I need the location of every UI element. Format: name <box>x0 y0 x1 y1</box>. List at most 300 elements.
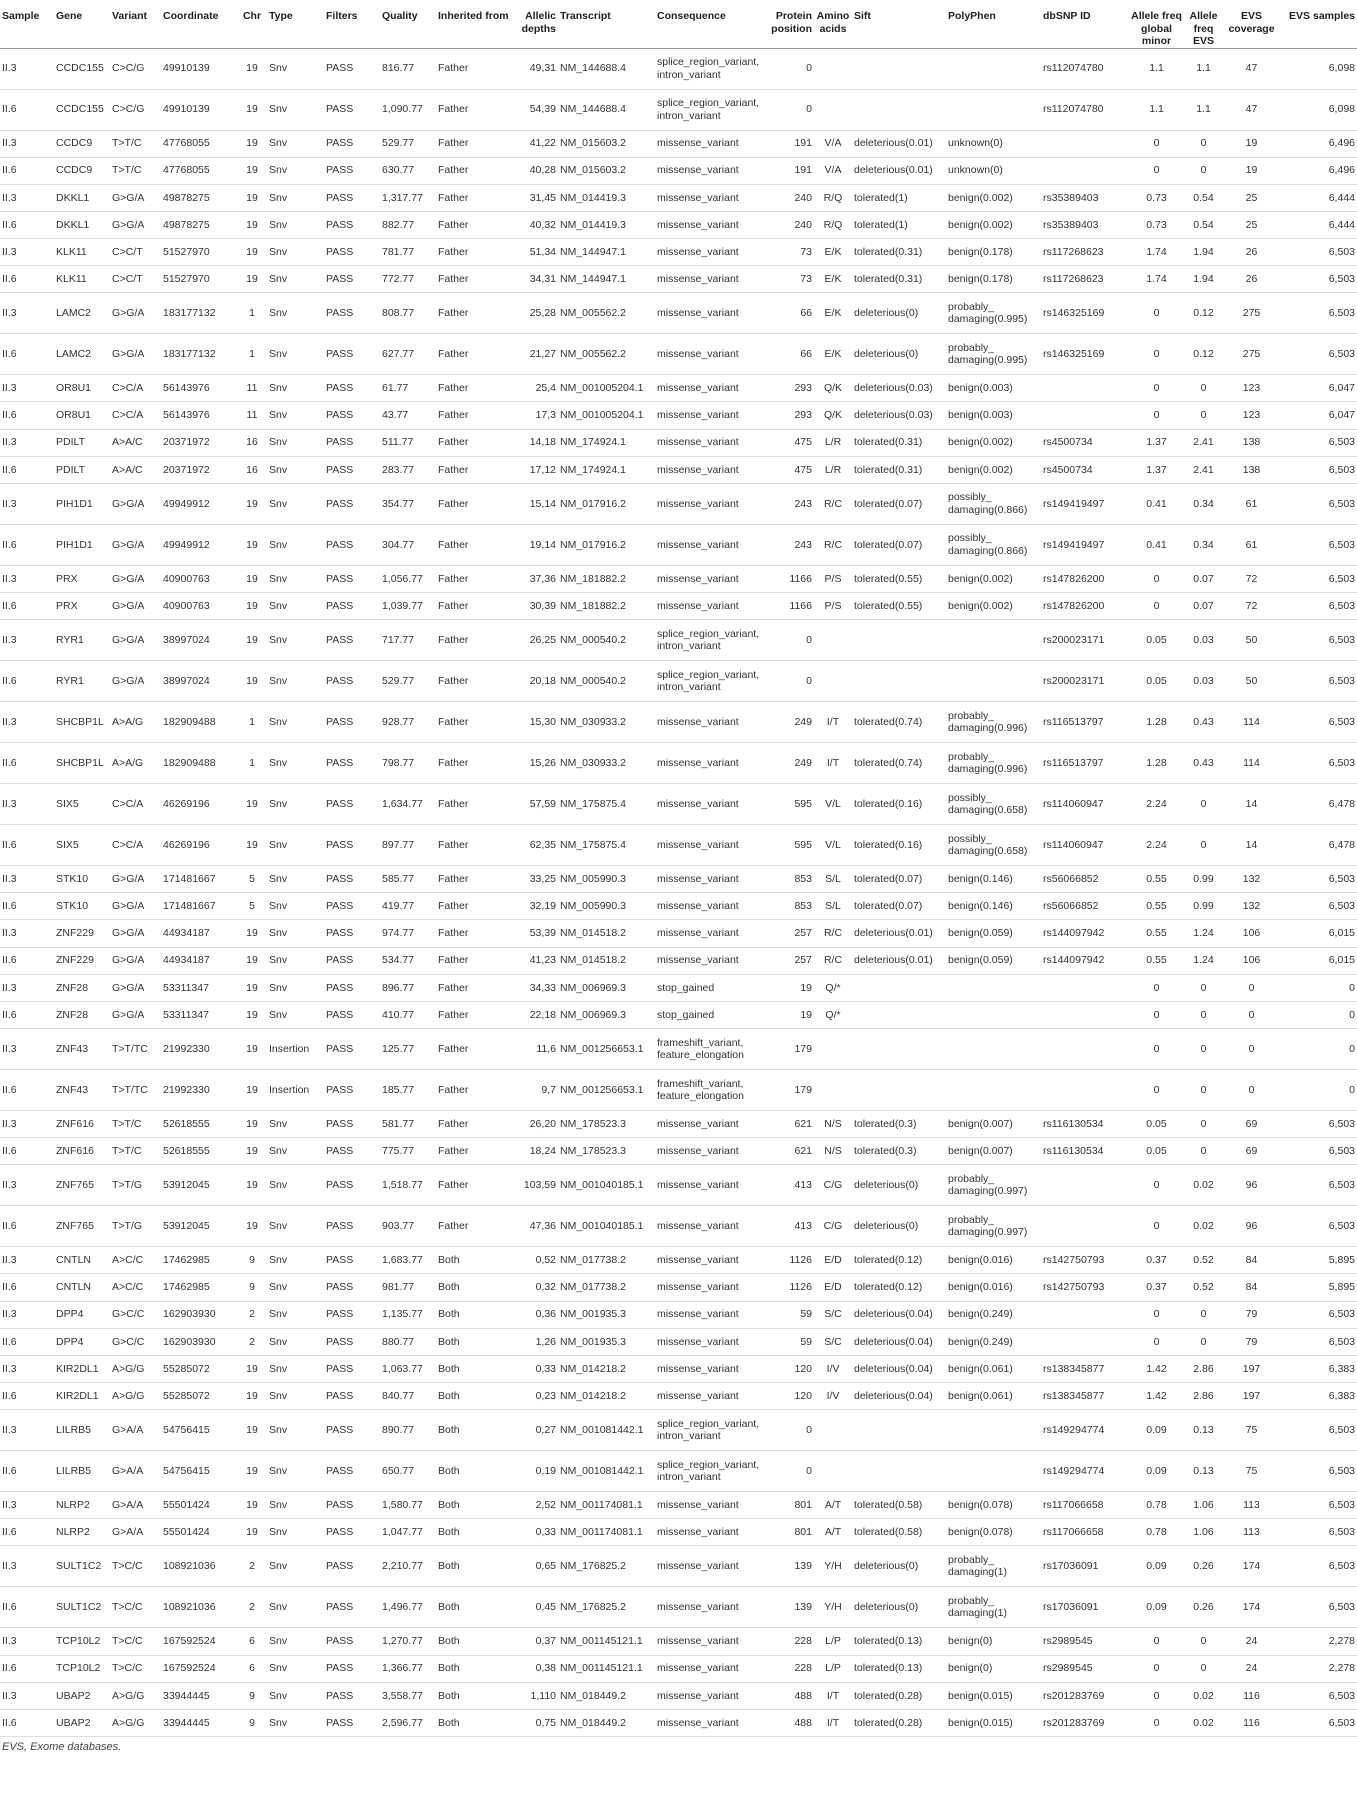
table-row <box>0 1709 1357 1736</box>
cell-sift: tolerated(0.55) <box>852 565 946 592</box>
cell-protein: 801 <box>767 1519 814 1546</box>
cell-variant: C>C/G <box>110 89 161 130</box>
column-header-evs_samples: EVS samples <box>1280 0 1357 48</box>
cell-sift: deleterious(0.01) <box>852 947 946 974</box>
cell-transcript: NM_015603.2 <box>558 157 655 184</box>
cell-polyphen: probably_ damaging(0.996) <box>946 743 1041 784</box>
table-row <box>0 784 1357 825</box>
cell-sift: tolerated(0.31) <box>852 429 946 456</box>
cell-protein: 179 <box>767 1029 814 1070</box>
column-header-polyphen: PolyPhen <box>946 0 1041 48</box>
cell-chr: 19 <box>237 593 267 620</box>
cell-allelic: 0,32 <box>512 1274 558 1301</box>
cell-type: Snv <box>267 402 324 429</box>
cell-dbsnp <box>1041 402 1129 429</box>
cell-gene: KLK11 <box>54 239 110 266</box>
cell-inherited: Both <box>436 1587 512 1628</box>
cell-coordinate: 49949912 <box>161 524 237 565</box>
cell-quality: 627.77 <box>380 334 436 375</box>
cell-protein: 0 <box>767 1410 814 1451</box>
cell-inherited: Both <box>436 1519 512 1546</box>
cell-filters: PASS <box>324 1682 380 1709</box>
cell-af_global: 0 <box>1129 974 1184 1001</box>
cell-chr: 19 <box>237 784 267 825</box>
cell-chr: 19 <box>237 825 267 866</box>
cell-consequence: missense_variant <box>655 1587 767 1628</box>
cell-filters: PASS <box>324 1519 380 1546</box>
cell-amino: R/C <box>814 483 852 524</box>
cell-af_evs: 0.07 <box>1184 593 1223 620</box>
cell-transcript: NM_001081442.1 <box>558 1451 655 1492</box>
cell-evs_cov: 132 <box>1223 893 1280 920</box>
cell-af_global: 0.78 <box>1129 1519 1184 1546</box>
cell-variant: C>C/A <box>110 825 161 866</box>
cell-inherited: Father <box>436 593 512 620</box>
cell-gene: PDILT <box>54 429 110 456</box>
cell-inherited: Father <box>436 947 512 974</box>
cell-amino: I/V <box>814 1355 852 1382</box>
cell-transcript: NM_017916.2 <box>558 524 655 565</box>
cell-type: Snv <box>267 893 324 920</box>
cell-quality: 125.77 <box>380 1029 436 1070</box>
cell-polyphen: benign(0) <box>946 1628 1041 1655</box>
cell-allelic: 21,27 <box>512 334 558 375</box>
table-row <box>0 89 1357 130</box>
cell-polyphen: benign(0.002) <box>946 593 1041 620</box>
cell-variant: A>A/C <box>110 456 161 483</box>
cell-evs_samples: 6,503 <box>1280 266 1357 293</box>
cell-dbsnp: rs17036091 <box>1041 1587 1129 1628</box>
cell-af_evs: 0 <box>1184 402 1223 429</box>
cell-coordinate: 167592524 <box>161 1628 237 1655</box>
cell-coordinate: 182909488 <box>161 743 237 784</box>
cell-evs_samples: 2,278 <box>1280 1655 1357 1682</box>
cell-sample: II.3 <box>0 429 54 456</box>
cell-dbsnp <box>1041 974 1129 1001</box>
cell-sift <box>852 661 946 702</box>
cell-polyphen: benign(0.007) <box>946 1138 1041 1165</box>
cell-af_global: 0.05 <box>1129 661 1184 702</box>
cell-sift <box>852 1410 946 1451</box>
cell-af_evs: 0 <box>1184 974 1223 1001</box>
cell-af_evs: 0.03 <box>1184 661 1223 702</box>
cell-sample: II.3 <box>0 1682 54 1709</box>
cell-allelic: 20,18 <box>512 661 558 702</box>
cell-polyphen <box>946 974 1041 1001</box>
cell-amino: E/K <box>814 293 852 334</box>
cell-coordinate: 53912045 <box>161 1165 237 1206</box>
cell-transcript: NM_015603.2 <box>558 130 655 157</box>
cell-type: Snv <box>267 1111 324 1138</box>
cell-coordinate: 40900763 <box>161 593 237 620</box>
table-row <box>0 1029 1357 1070</box>
cell-quality: 1,047.77 <box>380 1519 436 1546</box>
cell-amino: V/L <box>814 784 852 825</box>
cell-consequence: missense_variant <box>655 524 767 565</box>
cell-inherited: Both <box>436 1410 512 1451</box>
cell-coordinate: 55285072 <box>161 1355 237 1382</box>
table-row <box>0 974 1357 1001</box>
column-header-sift: Sift <box>852 0 946 48</box>
cell-filters: PASS <box>324 1274 380 1301</box>
cell-polyphen: benign(0.007) <box>946 1111 1041 1138</box>
cell-filters: PASS <box>324 1247 380 1274</box>
cell-af_global: 1.1 <box>1129 48 1184 89</box>
cell-variant: C>C/A <box>110 402 161 429</box>
cell-af_global: 0.55 <box>1129 893 1184 920</box>
cell-filters: PASS <box>324 784 380 825</box>
cell-evs_cov: 174 <box>1223 1546 1280 1587</box>
cell-coordinate: 182909488 <box>161 702 237 743</box>
cell-quality: 529.77 <box>380 130 436 157</box>
cell-transcript: NM_005562.2 <box>558 334 655 375</box>
cell-polyphen: benign(0.002) <box>946 429 1041 456</box>
cell-evs_samples: 6,444 <box>1280 211 1357 238</box>
cell-filters: PASS <box>324 184 380 211</box>
cell-chr: 9 <box>237 1709 267 1736</box>
cell-dbsnp <box>1041 157 1129 184</box>
cell-type: Snv <box>267 1546 324 1587</box>
cell-transcript: NM_005990.3 <box>558 893 655 920</box>
cell-dbsnp: rs2989545 <box>1041 1655 1129 1682</box>
cell-af_global: 0 <box>1129 1655 1184 1682</box>
cell-variant: T>T/C <box>110 130 161 157</box>
cell-sample: II.6 <box>0 1519 54 1546</box>
cell-af_evs: 0 <box>1184 157 1223 184</box>
cell-inherited: Both <box>436 1655 512 1682</box>
cell-allelic: 25,28 <box>512 293 558 334</box>
cell-variant: A>C/C <box>110 1274 161 1301</box>
cell-gene: ZNF765 <box>54 1165 110 1206</box>
cell-chr: 1 <box>237 702 267 743</box>
cell-sample: II.6 <box>0 1206 54 1247</box>
cell-coordinate: 49910139 <box>161 89 237 130</box>
cell-evs_cov: 14 <box>1223 784 1280 825</box>
cell-sift <box>852 620 946 661</box>
cell-protein: 413 <box>767 1206 814 1247</box>
cell-evs_cov: 113 <box>1223 1519 1280 1546</box>
cell-chr: 19 <box>237 157 267 184</box>
cell-allelic: 14,18 <box>512 429 558 456</box>
table-row <box>0 743 1357 784</box>
cell-evs_cov: 14 <box>1223 825 1280 866</box>
cell-dbsnp: rs149419497 <box>1041 524 1129 565</box>
cell-polyphen: benign(0.061) <box>946 1355 1041 1382</box>
cell-quality: 61.77 <box>380 375 436 402</box>
cell-sift: deleterious(0.04) <box>852 1301 946 1328</box>
cell-gene: CCDC9 <box>54 157 110 184</box>
cell-quality: 1,366.77 <box>380 1655 436 1682</box>
cell-sift <box>852 1029 946 1070</box>
cell-coordinate: 40900763 <box>161 565 237 592</box>
cell-sample: II.3 <box>0 184 54 211</box>
cell-dbsnp: rs116513797 <box>1041 743 1129 784</box>
cell-af_evs: 0.52 <box>1184 1274 1223 1301</box>
cell-allelic: 17,3 <box>512 402 558 429</box>
cell-filters: PASS <box>324 1709 380 1736</box>
cell-af_global: 0 <box>1129 1628 1184 1655</box>
cell-evs_cov: 123 <box>1223 375 1280 402</box>
cell-af_evs: 0 <box>1184 1301 1223 1328</box>
cell-amino: E/K <box>814 239 852 266</box>
cell-protein: 0 <box>767 89 814 130</box>
cell-filters: PASS <box>324 483 380 524</box>
cell-consequence: splice_region_variant, intron_variant <box>655 48 767 89</box>
cell-af_global: 0 <box>1129 565 1184 592</box>
cell-protein: 1126 <box>767 1274 814 1301</box>
cell-evs_samples: 6,015 <box>1280 920 1357 947</box>
cell-sift: deleterious(0) <box>852 293 946 334</box>
cell-sample: II.6 <box>0 593 54 620</box>
cell-consequence: splice_region_variant, intron_variant <box>655 89 767 130</box>
cell-transcript: NM_017738.2 <box>558 1247 655 1274</box>
cell-quality: 1,518.77 <box>380 1165 436 1206</box>
cell-protein: 228 <box>767 1628 814 1655</box>
column-header-evs_cov: EVS coverage <box>1223 0 1280 48</box>
cell-filters: PASS <box>324 1451 380 1492</box>
cell-sample: II.3 <box>0 239 54 266</box>
cell-sample: II.6 <box>0 157 54 184</box>
cell-chr: 19 <box>237 947 267 974</box>
cell-variant: T>T/TC <box>110 1070 161 1111</box>
cell-variant: T>C/C <box>110 1655 161 1682</box>
cell-dbsnp: rs149419497 <box>1041 483 1129 524</box>
cell-coordinate: 38997024 <box>161 661 237 702</box>
cell-quality: 772.77 <box>380 266 436 293</box>
cell-amino <box>814 48 852 89</box>
cell-evs_cov: 75 <box>1223 1410 1280 1451</box>
table-row <box>0 1383 1357 1410</box>
cell-polyphen <box>946 89 1041 130</box>
cell-amino: Q/K <box>814 402 852 429</box>
cell-filters: PASS <box>324 456 380 483</box>
cell-type: Snv <box>267 1301 324 1328</box>
table-row <box>0 1206 1357 1247</box>
cell-inherited: Father <box>436 743 512 784</box>
cell-quality: 816.77 <box>380 48 436 89</box>
cell-evs_samples: 0 <box>1280 1001 1357 1028</box>
cell-evs_samples: 6,503 <box>1280 893 1357 920</box>
cell-sample: II.6 <box>0 893 54 920</box>
cell-amino: E/D <box>814 1274 852 1301</box>
cell-coordinate: 33944445 <box>161 1682 237 1709</box>
cell-sample: II.3 <box>0 483 54 524</box>
cell-coordinate: 46269196 <box>161 825 237 866</box>
table-row <box>0 1274 1357 1301</box>
cell-af_evs: 2.86 <box>1184 1355 1223 1382</box>
cell-polyphen: benign(0.146) <box>946 893 1041 920</box>
cell-gene: PIH1D1 <box>54 524 110 565</box>
cell-consequence: missense_variant <box>655 1274 767 1301</box>
cell-gene: SHCBP1L <box>54 743 110 784</box>
cell-polyphen: probably_ damaging(0.996) <box>946 702 1041 743</box>
cell-variant: G>G/A <box>110 1001 161 1028</box>
cell-af_evs: 0.03 <box>1184 620 1223 661</box>
cell-transcript: NM_001935.3 <box>558 1301 655 1328</box>
cell-evs_samples: 6,503 <box>1280 1301 1357 1328</box>
cell-evs_cov: 61 <box>1223 483 1280 524</box>
cell-quality: 630.77 <box>380 157 436 184</box>
cell-consequence: missense_variant <box>655 1709 767 1736</box>
cell-filters: PASS <box>324 661 380 702</box>
cell-evs_samples: 6,503 <box>1280 1682 1357 1709</box>
cell-variant: G>G/A <box>110 293 161 334</box>
cell-consequence: missense_variant <box>655 375 767 402</box>
cell-allelic: 15,14 <box>512 483 558 524</box>
cell-consequence: missense_variant <box>655 1247 767 1274</box>
cell-gene: KLK11 <box>54 266 110 293</box>
cell-allelic: 32,19 <box>512 893 558 920</box>
cell-gene: KIR2DL1 <box>54 1355 110 1382</box>
table-row <box>0 266 1357 293</box>
cell-inherited: Both <box>436 1328 512 1355</box>
cell-inherited: Father <box>436 375 512 402</box>
cell-af_evs: 0.54 <box>1184 184 1223 211</box>
cell-sample: II.6 <box>0 1383 54 1410</box>
cell-consequence: missense_variant <box>655 1682 767 1709</box>
cell-transcript: NM_000540.2 <box>558 661 655 702</box>
cell-coordinate: 51527970 <box>161 266 237 293</box>
cell-transcript: NM_030933.2 <box>558 702 655 743</box>
cell-af_global: 0.37 <box>1129 1274 1184 1301</box>
cell-quality: 650.77 <box>380 1451 436 1492</box>
cell-consequence: missense_variant <box>655 266 767 293</box>
cell-filters: PASS <box>324 702 380 743</box>
cell-polyphen: benign(0.002) <box>946 211 1041 238</box>
cell-dbsnp: rs2989545 <box>1041 1628 1129 1655</box>
cell-af_global: 0.05 <box>1129 620 1184 661</box>
table-row <box>0 1355 1357 1382</box>
cell-filters: PASS <box>324 48 380 89</box>
cell-filters: PASS <box>324 743 380 784</box>
cell-sample: II.3 <box>0 974 54 1001</box>
cell-af_global: 0.55 <box>1129 947 1184 974</box>
cell-transcript: NM_174924.1 <box>558 456 655 483</box>
cell-sift: tolerated(0.58) <box>852 1492 946 1519</box>
cell-sample: II.6 <box>0 211 54 238</box>
cell-variant: G>G/A <box>110 893 161 920</box>
cell-af_evs: 1.06 <box>1184 1519 1223 1546</box>
cell-protein: 413 <box>767 1165 814 1206</box>
cell-af_evs: 0.26 <box>1184 1587 1223 1628</box>
cell-sample: II.3 <box>0 1301 54 1328</box>
cell-protein: 228 <box>767 1655 814 1682</box>
cell-allelic: 19,14 <box>512 524 558 565</box>
cell-variant: T>T/G <box>110 1206 161 1247</box>
cell-af_global: 0.05 <box>1129 1138 1184 1165</box>
cell-af_evs: 1.94 <box>1184 266 1223 293</box>
cell-coordinate: 183177132 <box>161 293 237 334</box>
table-row <box>0 524 1357 565</box>
cell-consequence: missense_variant <box>655 1355 767 1382</box>
cell-type: Snv <box>267 974 324 1001</box>
cell-sample: II.6 <box>0 743 54 784</box>
cell-filters: PASS <box>324 620 380 661</box>
cell-consequence: splice_region_variant, intron_variant <box>655 661 767 702</box>
cell-af_evs: 0.13 <box>1184 1451 1223 1492</box>
table-row <box>0 483 1357 524</box>
cell-evs_cov: 72 <box>1223 593 1280 620</box>
cell-sift: tolerated(0.31) <box>852 239 946 266</box>
cell-filters: PASS <box>324 375 380 402</box>
cell-sift <box>852 1070 946 1111</box>
cell-polyphen: benign(0.178) <box>946 266 1041 293</box>
cell-af_evs: 0.54 <box>1184 211 1223 238</box>
cell-quality: 1,580.77 <box>380 1492 436 1519</box>
cell-variant: G>G/A <box>110 974 161 1001</box>
cell-gene: NLRP2 <box>54 1519 110 1546</box>
table-row <box>0 1165 1357 1206</box>
cell-amino: R/Q <box>814 211 852 238</box>
cell-chr: 1 <box>237 743 267 784</box>
cell-protein: 257 <box>767 920 814 947</box>
cell-allelic: 0,37 <box>512 1628 558 1655</box>
cell-dbsnp: rs35389403 <box>1041 184 1129 211</box>
cell-consequence: missense_variant <box>655 334 767 375</box>
cell-af_global: 1.42 <box>1129 1355 1184 1382</box>
cell-type: Snv <box>267 157 324 184</box>
cell-evs_cov: 50 <box>1223 620 1280 661</box>
cell-polyphen: possibly_ damaging(0.658) <box>946 825 1041 866</box>
cell-evs_samples: 6,503 <box>1280 565 1357 592</box>
cell-filters: PASS <box>324 1165 380 1206</box>
cell-evs_cov: 197 <box>1223 1383 1280 1410</box>
cell-sift: tolerated(0.12) <box>852 1247 946 1274</box>
cell-protein: 621 <box>767 1111 814 1138</box>
cell-gene: ZNF765 <box>54 1206 110 1247</box>
cell-af_evs: 0.99 <box>1184 893 1223 920</box>
cell-allelic: 0,33 <box>512 1355 558 1382</box>
cell-consequence: missense_variant <box>655 1383 767 1410</box>
cell-evs_samples: 6,503 <box>1280 456 1357 483</box>
cell-chr: 19 <box>237 130 267 157</box>
table-row <box>0 1682 1357 1709</box>
cell-polyphen: possibly_ damaging(0.866) <box>946 483 1041 524</box>
cell-af_evs: 0.02 <box>1184 1709 1223 1736</box>
cell-transcript: NM_175875.4 <box>558 784 655 825</box>
cell-af_global: 0 <box>1129 1070 1184 1111</box>
cell-coordinate: 108921036 <box>161 1546 237 1587</box>
cell-protein: 0 <box>767 1451 814 1492</box>
cell-evs_samples: 6,098 <box>1280 48 1357 89</box>
cell-consequence: missense_variant <box>655 947 767 974</box>
cell-dbsnp: rs112074780 <box>1041 48 1129 89</box>
cell-variant: A>G/G <box>110 1709 161 1736</box>
cell-af_global: 0.41 <box>1129 524 1184 565</box>
cell-coordinate: 56143976 <box>161 402 237 429</box>
cell-af_evs: 1.1 <box>1184 89 1223 130</box>
cell-polyphen: benign(0.016) <box>946 1247 1041 1274</box>
cell-dbsnp <box>1041 1301 1129 1328</box>
cell-chr: 6 <box>237 1628 267 1655</box>
cell-evs_cov: 0 <box>1223 1001 1280 1028</box>
cell-polyphen <box>946 620 1041 661</box>
cell-dbsnp <box>1041 375 1129 402</box>
cell-af_evs: 1.06 <box>1184 1492 1223 1519</box>
cell-evs_cov: 25 <box>1223 184 1280 211</box>
cell-amino: R/C <box>814 947 852 974</box>
cell-amino: E/K <box>814 266 852 293</box>
cell-sample: II.6 <box>0 524 54 565</box>
cell-chr: 2 <box>237 1587 267 1628</box>
cell-type: Snv <box>267 1274 324 1301</box>
cell-polyphen: benign(0.059) <box>946 920 1041 947</box>
cell-inherited: Father <box>436 825 512 866</box>
cell-allelic: 31,45 <box>512 184 558 211</box>
cell-protein: 120 <box>767 1355 814 1382</box>
cell-evs_cov: 96 <box>1223 1206 1280 1247</box>
cell-gene: CNTLN <box>54 1247 110 1274</box>
